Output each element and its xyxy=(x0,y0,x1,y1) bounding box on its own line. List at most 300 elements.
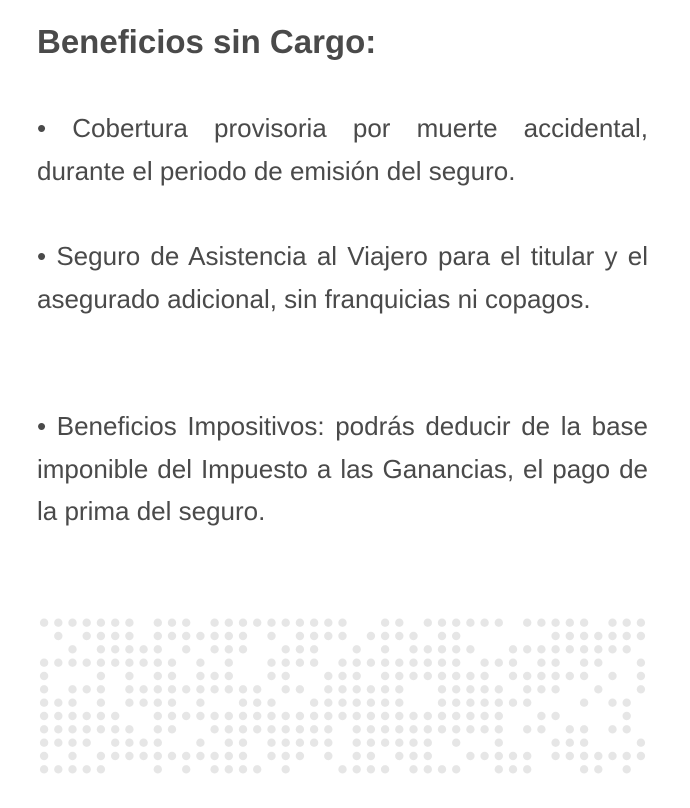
placeholder-dot xyxy=(381,739,389,747)
placeholder-dot xyxy=(551,712,559,720)
placeholder-dot xyxy=(466,752,474,760)
section-title: Beneficios sin Cargo: xyxy=(37,23,377,60)
placeholder-dot xyxy=(68,712,76,720)
placeholder-dot xyxy=(466,672,474,680)
placeholder-dot xyxy=(253,712,261,720)
placeholder-dot xyxy=(83,619,91,627)
placeholder-dot xyxy=(154,645,162,653)
placeholder-dot xyxy=(154,685,162,693)
placeholder-dot xyxy=(267,672,275,680)
placeholder-dot xyxy=(367,659,375,667)
placeholder-dot xyxy=(395,672,403,680)
placeholder-dot xyxy=(424,725,432,733)
placeholder-dot xyxy=(523,699,531,707)
placeholder-dot xyxy=(594,685,602,693)
placeholder-dot xyxy=(395,725,403,733)
placeholder-dot xyxy=(111,739,119,747)
placeholder-dot xyxy=(353,645,361,653)
placeholder-dot xyxy=(97,725,105,733)
placeholder-dot xyxy=(409,725,417,733)
placeholder-dot xyxy=(40,659,48,667)
placeholder-dot xyxy=(296,739,304,747)
placeholder-dot xyxy=(40,672,48,680)
placeholder-dot xyxy=(424,765,432,773)
placeholder-dot xyxy=(381,765,389,773)
placeholder-dot xyxy=(395,699,403,707)
placeholder-dot xyxy=(310,699,318,707)
placeholder-dot xyxy=(97,672,105,680)
placeholder-dot xyxy=(523,725,531,733)
bullet-icon: • xyxy=(37,411,47,441)
placeholder-dot xyxy=(97,632,105,640)
placeholder-dot xyxy=(480,725,488,733)
placeholder-dot xyxy=(111,619,119,627)
placeholder-dot xyxy=(210,765,218,773)
placeholder-dot xyxy=(523,645,531,653)
placeholder-dot xyxy=(452,619,460,627)
placeholder-dot xyxy=(594,752,602,760)
placeholder-dot xyxy=(54,659,62,667)
placeholder-dot xyxy=(54,725,62,733)
placeholder-dot xyxy=(68,685,76,693)
placeholder-dot xyxy=(253,725,261,733)
placeholder-dot xyxy=(551,752,559,760)
placeholder-dot xyxy=(637,752,645,760)
placeholder-dot xyxy=(580,645,588,653)
placeholder-dot xyxy=(239,739,247,747)
placeholder-dot xyxy=(97,685,105,693)
placeholder-dot xyxy=(509,752,517,760)
placeholder-dot xyxy=(225,725,233,733)
placeholder-dot xyxy=(239,725,247,733)
placeholder-dot xyxy=(395,659,403,667)
benefit-item-travel-assistance xyxy=(37,235,648,320)
placeholder-dot xyxy=(154,672,162,680)
placeholder-dot xyxy=(495,659,503,667)
placeholder-dot xyxy=(509,645,517,653)
placeholder-dot xyxy=(338,619,346,627)
placeholder-dot xyxy=(267,699,275,707)
placeholder-dot xyxy=(523,619,531,627)
placeholder-dot xyxy=(480,659,488,667)
placeholder-dot xyxy=(566,725,574,733)
placeholder-dot xyxy=(296,725,304,733)
placeholder-dot xyxy=(452,659,460,667)
placeholder-dot xyxy=(367,752,375,760)
placeholder-dot xyxy=(239,685,247,693)
placeholder-dot xyxy=(168,632,176,640)
placeholder-dot xyxy=(97,752,105,760)
placeholder-dot xyxy=(580,765,588,773)
placeholder-dot xyxy=(154,632,162,640)
placeholder-dot xyxy=(580,699,588,707)
placeholder-dot xyxy=(225,619,233,627)
placeholder-dot xyxy=(282,685,290,693)
placeholder-dot xyxy=(210,685,218,693)
placeholder-dot xyxy=(154,739,162,747)
placeholder-dot xyxy=(367,699,375,707)
placeholder-dot xyxy=(139,699,147,707)
placeholder-dot xyxy=(125,699,133,707)
placeholder-dot xyxy=(296,619,304,627)
placeholder-dot xyxy=(395,739,403,747)
placeholder-dot xyxy=(424,659,432,667)
placeholder-dot xyxy=(68,645,76,653)
placeholder-dot xyxy=(381,725,389,733)
placeholder-dot xyxy=(566,752,574,760)
placeholder-dot xyxy=(537,645,545,653)
placeholder-dot xyxy=(225,645,233,653)
placeholder-dot xyxy=(125,752,133,760)
placeholder-dot xyxy=(168,659,176,667)
placeholder-dot xyxy=(537,685,545,693)
placeholder-dot xyxy=(594,765,602,773)
placeholder-dot xyxy=(54,712,62,720)
placeholder-dot xyxy=(97,645,105,653)
placeholder-dot xyxy=(495,685,503,693)
placeholder-dot xyxy=(466,725,474,733)
placeholder-dot xyxy=(637,659,645,667)
placeholder-dot xyxy=(551,659,559,667)
placeholder-dot xyxy=(196,752,204,760)
placeholder-dot xyxy=(438,765,446,773)
placeholder-dot xyxy=(452,712,460,720)
placeholder-dot xyxy=(68,659,76,667)
placeholder-dot xyxy=(282,752,290,760)
placeholder-dot xyxy=(452,725,460,733)
placeholder-dot xyxy=(438,685,446,693)
placeholder-dot xyxy=(637,672,645,680)
placeholder-dot xyxy=(381,699,389,707)
placeholder-dot xyxy=(324,685,332,693)
benefit-text: Beneficios Impositivos: podrás deducir de la base imponible del Impuesto a las Ganancias, el pago de la prima del seguro. xyxy=(37,411,648,526)
placeholder-dot xyxy=(225,752,233,760)
placeholder-dot xyxy=(438,659,446,667)
placeholder-dot xyxy=(40,712,48,720)
placeholder-dot xyxy=(310,725,318,733)
placeholder-dot xyxy=(40,685,48,693)
placeholder-dot xyxy=(239,632,247,640)
placeholder-dot xyxy=(111,645,119,653)
placeholder-dot xyxy=(54,632,62,640)
benefit-text: Seguro de Asistencia al Viajero para el titular y el asegurado adicional, sin franquicias ni copagos. xyxy=(37,241,648,314)
placeholder-dot xyxy=(196,685,204,693)
placeholder-dot xyxy=(395,712,403,720)
benefit-item-provisional-coverage xyxy=(37,107,648,192)
placeholder-dot xyxy=(594,645,602,653)
placeholder-dot xyxy=(452,765,460,773)
placeholder-dot xyxy=(480,619,488,627)
placeholder-dot xyxy=(111,659,119,667)
placeholder-dot xyxy=(253,699,261,707)
placeholder-dot xyxy=(580,739,588,747)
placeholder-dot xyxy=(196,699,204,707)
placeholder-dot xyxy=(367,685,375,693)
placeholder-dot xyxy=(424,645,432,653)
placeholder-dot xyxy=(367,632,375,640)
placeholder-dot xyxy=(97,619,105,627)
placeholder-dot xyxy=(495,752,503,760)
placeholder-dot xyxy=(608,672,616,680)
placeholder-dot xyxy=(267,712,275,720)
placeholder-dot xyxy=(452,645,460,653)
placeholder-dot xyxy=(210,619,218,627)
placeholder-dot xyxy=(495,739,503,747)
placeholder-dot xyxy=(267,752,275,760)
placeholder-dot xyxy=(83,765,91,773)
placeholder-dot xyxy=(623,645,631,653)
placeholder-dot xyxy=(111,752,119,760)
placeholder-dot xyxy=(239,752,247,760)
placeholder-dot xyxy=(551,685,559,693)
placeholder-dot xyxy=(310,632,318,640)
placeholder-dot xyxy=(225,765,233,773)
placeholder-dot xyxy=(551,739,559,747)
placeholder-dot xyxy=(452,699,460,707)
placeholder-dot xyxy=(282,712,290,720)
placeholder-dot xyxy=(623,632,631,640)
placeholder-dot xyxy=(125,725,133,733)
placeholder-dot xyxy=(239,712,247,720)
placeholder-dot xyxy=(623,725,631,733)
placeholder-dot xyxy=(367,739,375,747)
placeholder-dot xyxy=(111,725,119,733)
placeholder-dot xyxy=(196,632,204,640)
placeholder-dot xyxy=(253,685,261,693)
placeholder-dot xyxy=(438,712,446,720)
placeholder-dot xyxy=(282,645,290,653)
placeholder-dot xyxy=(395,632,403,640)
placeholder-dot xyxy=(480,699,488,707)
placeholder-dot xyxy=(395,685,403,693)
placeholder-dot xyxy=(324,632,332,640)
placeholder-dot xyxy=(68,765,76,773)
placeholder-dot xyxy=(608,725,616,733)
placeholder-dot xyxy=(239,619,247,627)
placeholder-dot xyxy=(225,659,233,667)
placeholder-dot xyxy=(623,752,631,760)
placeholder-dot xyxy=(338,712,346,720)
placeholder-dot xyxy=(523,672,531,680)
placeholder-dot xyxy=(381,685,389,693)
placeholder-dot xyxy=(452,739,460,747)
placeholder-dot xyxy=(381,672,389,680)
placeholder-dot xyxy=(139,645,147,653)
placeholder-dot xyxy=(154,699,162,707)
placeholder-dot xyxy=(353,672,361,680)
placeholder-dot xyxy=(68,752,76,760)
placeholder-dot xyxy=(637,739,645,747)
placeholder-dot xyxy=(551,645,559,653)
placeholder-dot xyxy=(381,645,389,653)
placeholder-dot xyxy=(210,725,218,733)
placeholder-dot xyxy=(225,632,233,640)
placeholder-dot xyxy=(367,725,375,733)
placeholder-dot xyxy=(125,632,133,640)
placeholder-dot xyxy=(353,765,361,773)
placeholder-dot xyxy=(296,632,304,640)
placeholder-dot xyxy=(466,685,474,693)
placeholder-dot xyxy=(97,765,105,773)
placeholder-dot xyxy=(395,752,403,760)
placeholder-dot xyxy=(566,645,574,653)
placeholder-dot xyxy=(40,765,48,773)
placeholder-dot xyxy=(495,712,503,720)
placeholder-dot xyxy=(537,725,545,733)
placeholder-dot xyxy=(424,739,432,747)
placeholder-dot xyxy=(296,712,304,720)
placeholder-dot xyxy=(68,725,76,733)
placeholder-dot xyxy=(353,712,361,720)
benefit-text: Cobertura provisoria por muerte accidental, durante el periodo de emisión del seguro. xyxy=(37,113,648,186)
placeholder-dot xyxy=(623,765,631,773)
placeholder-dot xyxy=(438,619,446,627)
placeholder-dot xyxy=(623,619,631,627)
placeholder-dot xyxy=(168,619,176,627)
placeholder-dot xyxy=(125,619,133,627)
placeholder-dot xyxy=(480,752,488,760)
placeholder-dot xyxy=(438,699,446,707)
placeholder-dot xyxy=(210,752,218,760)
placeholder-dot xyxy=(168,752,176,760)
placeholder-dot xyxy=(353,739,361,747)
placeholder-dot xyxy=(424,619,432,627)
placeholder-dot xyxy=(310,659,318,667)
placeholder-dot xyxy=(338,632,346,640)
placeholder-dot xyxy=(338,765,346,773)
placeholder-dot xyxy=(424,712,432,720)
placeholder-dot xyxy=(353,752,361,760)
placeholder-dot xyxy=(154,712,162,720)
placeholder-dot xyxy=(623,699,631,707)
placeholder-dot xyxy=(154,752,162,760)
placeholder-dot xyxy=(395,619,403,627)
placeholder-dot xyxy=(282,672,290,680)
placeholder-dot xyxy=(210,672,218,680)
placeholder-dot xyxy=(182,712,190,720)
placeholder-dot xyxy=(40,699,48,707)
placeholder-dot xyxy=(83,659,91,667)
placeholder-dot xyxy=(338,672,346,680)
placeholder-dot xyxy=(253,619,261,627)
placeholder-dot xyxy=(139,752,147,760)
bullet-icon: • xyxy=(37,113,47,143)
placeholder-dot xyxy=(580,632,588,640)
placeholder-dot xyxy=(623,712,631,720)
placeholder-dot xyxy=(210,645,218,653)
placeholder-dot xyxy=(267,659,275,667)
placeholder-dot xyxy=(154,659,162,667)
placeholder-dot xyxy=(495,725,503,733)
placeholder-dot xyxy=(40,619,48,627)
loading-dots-placeholder xyxy=(37,616,648,776)
placeholder-dot xyxy=(125,659,133,667)
placeholder-dot xyxy=(40,752,48,760)
placeholder-dot xyxy=(353,725,361,733)
placeholder-dot xyxy=(282,739,290,747)
placeholder-dot xyxy=(97,712,105,720)
placeholder-dot xyxy=(409,739,417,747)
placeholder-dot xyxy=(537,659,545,667)
placeholder-dot xyxy=(324,712,332,720)
placeholder-dot xyxy=(466,645,474,653)
placeholder-dot xyxy=(367,765,375,773)
placeholder-dot xyxy=(637,632,645,640)
placeholder-dot xyxy=(296,659,304,667)
placeholder-dot xyxy=(97,699,105,707)
placeholder-dot xyxy=(310,619,318,627)
placeholder-dot xyxy=(509,659,517,667)
placeholder-dot xyxy=(267,725,275,733)
placeholder-dot xyxy=(239,699,247,707)
placeholder-dot xyxy=(537,712,545,720)
placeholder-dot xyxy=(409,632,417,640)
placeholder-dot xyxy=(225,685,233,693)
placeholder-dot xyxy=(580,619,588,627)
placeholder-dot xyxy=(310,739,318,747)
placeholder-dot xyxy=(381,632,389,640)
placeholder-dot xyxy=(182,619,190,627)
placeholder-dot xyxy=(267,619,275,627)
placeholder-dot xyxy=(566,632,574,640)
placeholder-dot xyxy=(210,712,218,720)
placeholder-dot xyxy=(239,765,247,773)
placeholder-dot xyxy=(282,619,290,627)
placeholder-dot xyxy=(580,752,588,760)
placeholder-dot xyxy=(182,765,190,773)
placeholder-dot xyxy=(324,699,332,707)
placeholder-dot xyxy=(381,659,389,667)
placeholder-dot xyxy=(424,752,432,760)
bullet-icon: • xyxy=(37,241,47,271)
placeholder-dot xyxy=(466,619,474,627)
placeholder-dot xyxy=(580,725,588,733)
placeholder-dot xyxy=(523,765,531,773)
placeholder-dot xyxy=(54,765,62,773)
placeholder-dot xyxy=(409,645,417,653)
placeholder-dot xyxy=(154,765,162,773)
placeholder-dot xyxy=(168,672,176,680)
placeholder-dot xyxy=(139,685,147,693)
placeholder-dot xyxy=(111,632,119,640)
placeholder-dot xyxy=(196,672,204,680)
placeholder-dot xyxy=(353,699,361,707)
placeholder-dot xyxy=(68,739,76,747)
placeholder-dot xyxy=(480,685,488,693)
placeholder-dot xyxy=(83,632,91,640)
placeholder-dot xyxy=(551,632,559,640)
placeholder-dot xyxy=(523,685,531,693)
placeholder-dot xyxy=(324,739,332,747)
placeholder-dot xyxy=(125,645,133,653)
placeholder-dot xyxy=(296,752,304,760)
placeholder-dot xyxy=(182,752,190,760)
placeholder-dot xyxy=(353,685,361,693)
placeholder-dot xyxy=(551,619,559,627)
placeholder-dot xyxy=(452,672,460,680)
placeholder-dot xyxy=(495,765,503,773)
placeholder-dot xyxy=(253,765,261,773)
placeholder-dot xyxy=(608,699,616,707)
placeholder-dot xyxy=(225,672,233,680)
placeholder-dot xyxy=(566,739,574,747)
dot-pattern-graphic xyxy=(37,616,648,776)
placeholder-dot xyxy=(509,765,517,773)
placeholder-dot xyxy=(83,725,91,733)
placeholder-dot xyxy=(54,619,62,627)
placeholder-dot xyxy=(608,645,616,653)
placeholder-dot xyxy=(551,672,559,680)
